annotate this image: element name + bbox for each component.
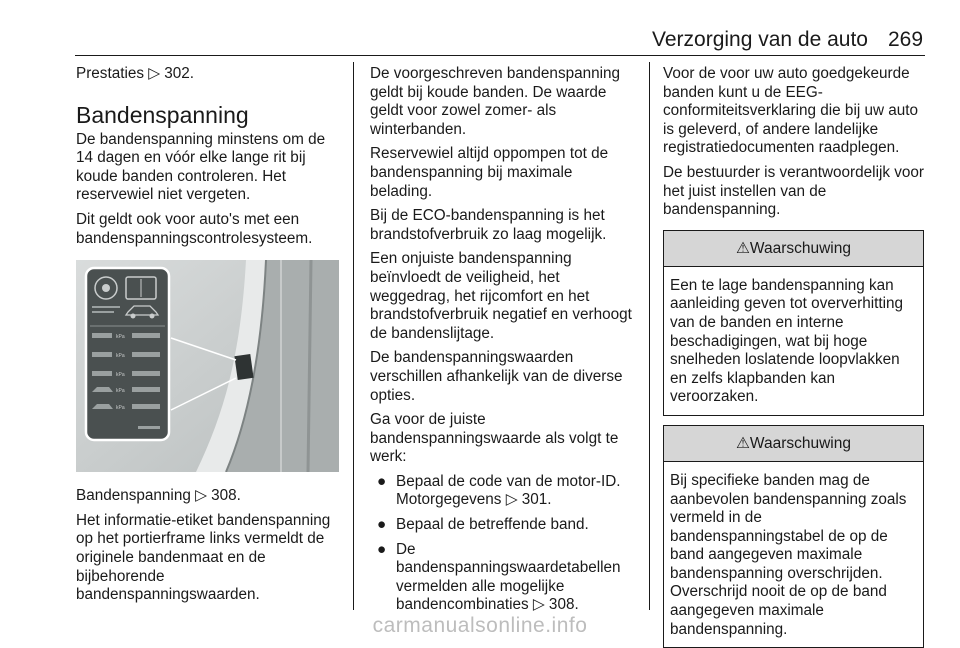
column-1 <box>76 65 344 611</box>
column-2 <box>370 65 636 621</box>
paragraph: Bij de ECO-bandenspanning is het brandstofverbruik zo laag mogelijk. <box>370 207 607 243</box>
paragraph: Reservewiel altijd oppompen tot de bandenspanning bij maximale belading. <box>370 145 609 200</box>
bullet-icon: ● <box>377 472 387 490</box>
paragraph: De bandenspanning minstens om de 14 dagen en vóór elke lange rit bij koude banden controleren. Het reservewiel niet vergeten. <box>76 130 326 204</box>
tire-label-figure <box>76 260 339 472</box>
bullet-icon: ● <box>377 516 387 534</box>
prestaties-reference: Prestaties ▷ 302. <box>76 65 195 82</box>
warning-body: Een te lage bandenspanning kan aanleiding geven tot oververhitting van de banden en interne beschadigingen, wat bij hoge snelheden loslatende loopvlakken en zelfs klapbanden kan veroorzaken. <box>670 276 904 406</box>
instruction-list <box>370 473 636 615</box>
paragraph: Ga voor de juiste bandenspanningswaarde als volgt te werk: <box>370 411 619 466</box>
list-item-text: Bepaal de betreffende band. <box>396 516 589 534</box>
label-unit: kPa <box>116 405 125 412</box>
page-number: 269 <box>888 28 924 51</box>
paragraph: De voorgeschreven bandenspanning geldt bij koude banden. De waarde geldt voor zowel zomer- als winterbanden. <box>370 65 621 138</box>
column-divider-1 <box>353 62 354 610</box>
warning-title: Waarschuwing <box>749 239 851 257</box>
warning-triangle-icon: ⚠ <box>736 434 750 452</box>
list-item-text: De bandenspanningswaardetabellen vermelden alle mogelijke bandencombinaties ▷ 308. <box>396 540 621 614</box>
bullet-icon: ● <box>377 540 387 558</box>
list-item <box>370 541 636 615</box>
column-3 <box>663 65 927 648</box>
label-unit: kPa <box>116 334 125 341</box>
list-item-text: Bepaal de code van de motor-ID. Motorgegevens ▷ 301. <box>396 472 621 509</box>
paragraph: De bandenspanningswaarden verschillen afhankelijk van de diverse opties. <box>370 349 623 404</box>
column-divider-2 <box>649 62 650 610</box>
tire-pressure-label-illustration <box>76 260 339 472</box>
warning-box <box>663 230 924 416</box>
label-unit: kPa <box>116 372 125 379</box>
list-item <box>370 516 636 535</box>
paragraph: Het informatie-etiket bandenspanning op het portierframe links vermeldt de originele bandenmaat en de bijbehorende bandenspanningswaarden. <box>76 511 331 604</box>
warning-triangle-icon: ⚠ <box>736 239 750 257</box>
header-rule <box>75 55 925 56</box>
header-title: Verzorging van de auto <box>652 28 868 51</box>
paragraph: Dit geldt ook voor auto's met een bandenspanningscontrolesysteem. <box>76 210 313 247</box>
label-unit: kPa <box>116 388 125 395</box>
warning-header <box>664 426 923 462</box>
figure-caption-reference: Bandenspanning ▷ 308. <box>76 487 241 505</box>
paragraph: De bestuurder is verantwoordelijk voor het juist instellen van de bandenspanning. <box>663 163 925 219</box>
warning-body: Bij specifieke banden mag de aanbevolen bandenspanning zoals vermeld in de bandenspanningstabel de op de band aangegeven maximale bandenspanning overschrijden. Overschrijd nooit de op de band aangegeven maximale bandenspanning. <box>670 471 907 638</box>
warning-header <box>664 231 923 267</box>
watermark: carmanualsonline.info <box>372 614 588 637</box>
label-unit: kPa <box>116 353 125 360</box>
list-item <box>370 473 636 510</box>
warning-title: Waarschuwing <box>749 434 851 452</box>
paragraph: Voor de voor uw auto goedgekeurde banden kunt u de EEG-conformiteitsverklaring die bij uw auto is geleverd, of andere landelijke registratiedocumenten raadplegen. <box>663 65 919 157</box>
paragraph: Een onjuiste bandenspanning beïnvloedt de veiligheid, het weggedrag, het rijcomfort en het brandstofverbruik negatief en verhoogt de bandenslijtage. <box>370 250 632 342</box>
section-heading: Bandenspanning <box>76 101 249 128</box>
